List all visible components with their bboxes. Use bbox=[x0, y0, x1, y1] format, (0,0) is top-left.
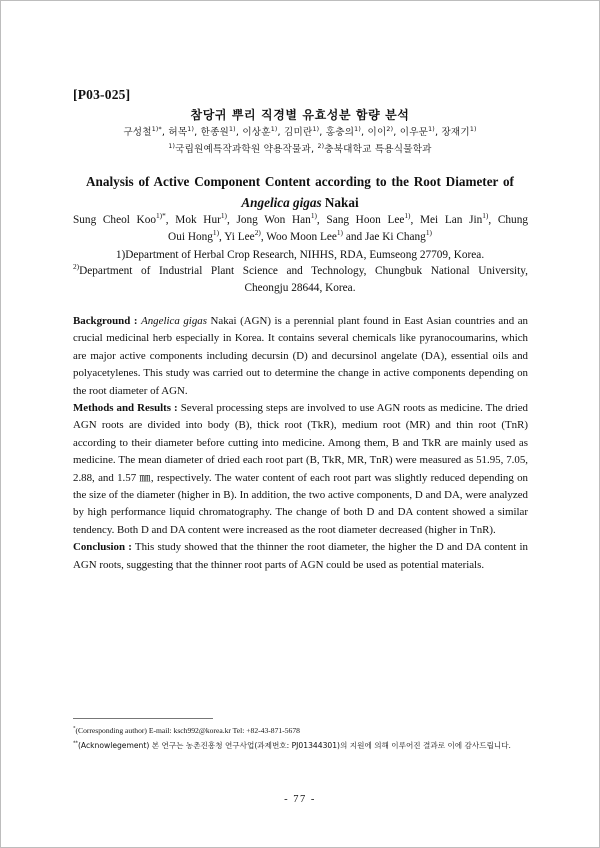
kr-author: 이이$^{2)}$ bbox=[367, 125, 394, 138]
background-section: Background : Angelica gigas Nakai (AGN) is a perennial plant found in East Asian countries and an crucial medicinal herb especially in Korea. It contains several chemicals like pyranocoumarins, which are major active components including decursin (D) and decursinol angelate (DA), essential oils and polyacetylenes. This study was carried out to determine the change in active components depending on the root diameter of AGN. bbox=[73, 315, 528, 397]
abstract-body bbox=[73, 313, 528, 574]
kr-author: 구성철$^{1)*}$ bbox=[123, 125, 162, 138]
page-number: - 77 - bbox=[284, 794, 316, 805]
korean-title: 참당귀 뿌리 직경별 유효성분 함량 분석 bbox=[190, 108, 410, 122]
english-affiliation-2-city: Cheongju 28644, Korea. bbox=[244, 282, 356, 294]
english-title-line2: Angelica gigas Nakai bbox=[241, 195, 359, 210]
english-affiliation-2: $^{2)}$Department of Industrial Plant Science and Technology, Chungbuk National University, bbox=[73, 262, 528, 277]
korean-authors: 구성철$^{1)*}$, 허목$^{1)}$, 한종원$^{1)}$, 이상훈$^{1)}$, 김미란$^{1)}$, 홍충의$^{1)}$, 이이$^{2)}$, 이우문$^{1)}$, 장재기$^{1)}$ bbox=[123, 125, 477, 138]
kr-author: 허목$^{1)}$ bbox=[168, 125, 195, 138]
footnote-acknowledgement: **(Acknowlegement) 본 연구는 농촌진흥청 연구사업(과제번호: PJ01344301)의 지원에 의해 이루어진 결과로 이에 감사드립니다. bbox=[73, 740, 511, 750]
kr-author: 장재기$^{1)}$ bbox=[441, 125, 477, 138]
species-name: Angelica gigas bbox=[241, 195, 322, 210]
kr-affiliation: $^{1)}$국립원예특작과학원 약용작물과 bbox=[168, 142, 311, 155]
footnote-divider bbox=[73, 718, 213, 719]
abstract-code: [P03-025] bbox=[73, 87, 131, 102]
english-affiliation-1: 1)Department of Herbal Crop Research, NIHHS, RDA, Eumseong 27709, Korea. bbox=[115, 249, 485, 261]
kr-author: 김미란$^{1)}$ bbox=[284, 125, 320, 138]
english-title-line1: Analysis of Active Component Content according to the Root Diameter of bbox=[86, 174, 514, 189]
korean-affiliations: $^{1)}$국립원예특작과학원 약용작물과, $^{2)}$충북대학교 특용식물학과 bbox=[168, 142, 432, 155]
methods-section: Methods and Results : Several processing steps are involved to use AGN roots as medicine. The dried AGN roots are divided into body (B), thick root (TkR), medium root (MR) and thin root (TnR) according to their diameter before cutting into medicine. Among them, B and TkR are mainly used as medicine. The mean diameter of dried each root part (B, TkR, MR, TnR) were measured as 51.95, 7.05, 2.88, and 1.57 ㎜, respectively. The water content of each root part was slightly reduced depending on the size of the diameter (higher in B). In addition, the two active components, D and DA, were analyzed by high performance liquid chromatography. The change of both D and DA content showed a similar tendency. Both D and DA content were increased as the root diameter decreased (higher in TnR). bbox=[73, 402, 528, 536]
english-authors-line2: Oui Hong$^{1)}$, Yi Lee$^{2)}$, Woo Moon Lee$^{1)}$ and Jae Ki Chang$^{1)}$ bbox=[168, 228, 432, 243]
conclusion-section: Conclusion : This study showed that the thinner the root diameter, the higher the D and DA content in AGN roots, suggesting that the thinner root parts of AGN could be used as potential materials. bbox=[73, 541, 529, 571]
kr-affiliation: $^{2)}$충북대학교 특용식물학과 bbox=[317, 142, 432, 155]
footnote-corresponding: *(Corresponding author) E-mail: ksch992@korea.kr Tel: +82-43-871-5678 bbox=[73, 726, 300, 735]
kr-author: 홍충의$^{1)}$ bbox=[325, 125, 361, 138]
english-authors-line1: Sung Cheol Koo$^{1)*}$, Mok Hur$^{1)}$, Jong Won Han$^{1)}$, Sang Hoon Lee$^{1)}$, Mei Lan Jin$^{1)}$, Chung bbox=[73, 211, 529, 226]
kr-author: 이상훈$^{1)}$ bbox=[242, 125, 278, 138]
kr-author: 이우문$^{1)}$ bbox=[399, 125, 435, 138]
kr-author: 한종원$^{1)}$ bbox=[200, 125, 236, 138]
